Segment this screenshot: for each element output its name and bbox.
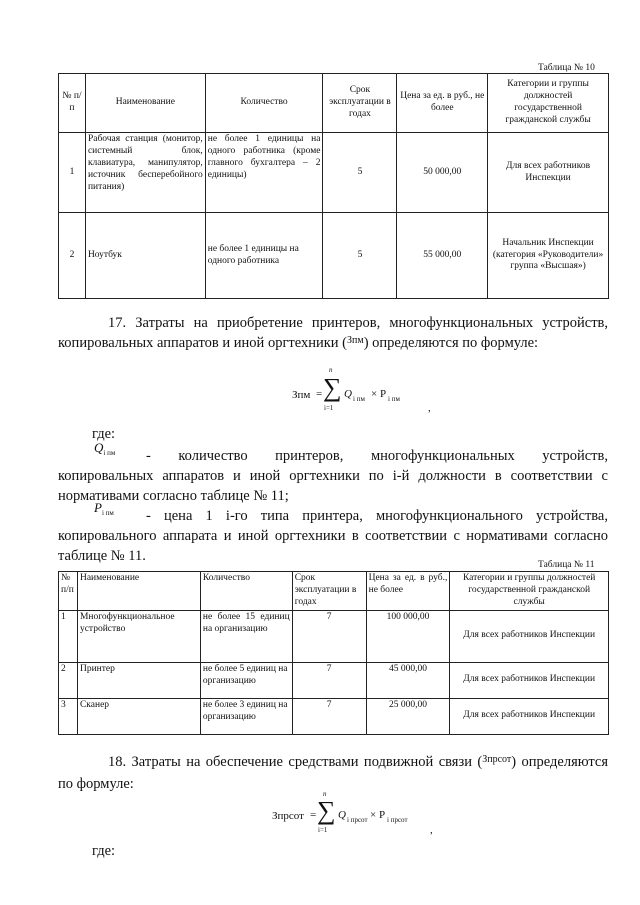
def1-sub: i пм [103,449,116,457]
item-quantity: не более 1 единицы на одного работника (кроме главного бухгалтера – 2 единицы) [205,133,323,213]
formula-eq: = [316,388,323,400]
def2-text: - цена 1 i-го типа принтера, многофункционального устройства, копировального аппарата и иной оргтехники в соответствии с нормативами согласно таблице № 11. [58,508,608,564]
section17-symbol: Зпм [347,335,364,346]
item-category: Для всех работников Инспекции [488,133,609,213]
formula-lower: i=1 [318,826,328,834]
table10 [58,73,609,299]
item-price: 50 000,00 [397,133,488,213]
def2-sub: i пм [101,509,114,517]
formula-times: × [371,388,378,400]
def1-text: - количество принтеров, многофункциональных устройств, копировальных аппаратов и иной оргтехники по i-й должности в соответствии с нормативами согласно таблице № 11; [58,448,608,504]
table10-caption: Таблица № 10 [538,63,595,73]
formula-term2-sub: i прсот [387,816,408,824]
where-label: где: [92,426,116,442]
table11-header-cell: № п/п [59,572,78,611]
item-category: Начальник Инспекции (категория «Руководители» группа «Высшая») [488,213,609,299]
row-number: 1 [59,610,78,662]
item-term: 7 [292,698,366,734]
formula-17 [292,366,472,426]
item-name: Принтер [77,662,200,698]
section17-text-before: 17. Затраты на приобретение принтеров, многофункциональных устройств, копировальных аппаратов и иной оргтехники ( [58,315,608,351]
table-row [59,662,609,698]
item-category: Для всех работников Инспекции [450,662,609,698]
row-number: 2 [59,662,78,698]
formula-eq: = [310,809,317,821]
table11-header-cell: Цена за ед. в руб., не более [366,572,450,611]
formula-term2: P [379,809,386,821]
table-row [59,213,609,299]
formula-times: × [370,809,377,821]
formula-term1: Q [344,388,352,400]
formula-upper: n [329,366,333,374]
formula-term1-sub: i прсот [347,816,368,824]
table10-header-cell: Категории и группы должностей государственной гражданской службы [488,74,609,133]
formula-upper: n [323,790,327,798]
formula-term1: Q [338,809,346,821]
table-row [59,698,609,734]
formula-term2-sub: i пм [388,395,400,403]
section17-intro [58,313,608,355]
formula-lhs: Зпрсот [272,810,304,822]
table11-caption: Таблица № 11 [538,560,595,570]
def2-symbol: P [94,500,102,515]
formula-term2: P [380,388,387,400]
formula-comma: , [430,824,433,836]
where-label-18: где: [92,843,116,859]
row-number: 3 [59,698,78,734]
formula-lower: i=1 [324,404,334,412]
section17-text-after: ) определяются по формуле: [363,335,539,351]
sum-icon: ∑ [317,796,336,825]
table10-header-row [59,74,609,133]
table10-header-cell: Количество [205,74,323,133]
item-name: Сканер [77,698,200,734]
table11-header-cell: Срок эксплуатации в годах [292,572,366,611]
sum-icon: ∑ [323,373,342,402]
item-category: Для всех работников Инспекции [450,698,609,734]
item-term: 7 [292,662,366,698]
section18-text-after: ) определяются по формуле: [58,754,608,792]
table-row [59,133,609,213]
table-row [59,610,609,662]
section18-intro [58,752,608,794]
table11-header-cell: Наименование [77,572,200,611]
item-name: Рабочая станция (монитор, системный блок, клавиатура, манипулятор, источник бесперебойного питания) [85,133,205,213]
item-price: 55 000,00 [397,213,488,299]
table11 [58,571,609,735]
row-number: 2 [59,213,86,299]
formula-comma: , [428,402,431,414]
item-quantity: не более 15 единиц на организацию [200,610,292,662]
section18-text-before: 18. Затраты на обеспечение средствами подвижной связи ( [108,754,483,770]
table11-header-cell: Категории и группы должностей государственной гражданской службы [450,572,609,611]
item-name: Многофункциональное устройство [77,610,200,662]
item-term: 5 [323,213,397,299]
item-quantity: не более 1 единицы на одного работника [205,213,323,299]
table10-header-cell: № п/п [59,74,86,133]
row-number: 1 [59,133,86,213]
table10-header-cell: Цена за ед. в руб., не более [397,74,488,133]
formula-18 [272,790,442,844]
item-term: 5 [323,133,397,213]
item-name: Ноутбук [85,213,205,299]
table11-header-row [59,572,609,611]
table10-header-cell: Наименование [85,74,205,133]
item-category: Для всех работников Инспекции [450,610,609,662]
formula-lhs: Зпм [292,389,311,401]
section18-symbol: Зпрсот [482,754,512,765]
item-price: 45 000,00 [366,662,450,698]
item-price: 100 000,00 [366,610,450,662]
item-term: 7 [292,610,366,662]
item-quantity: не более 5 единиц на организацию [200,662,292,698]
item-price: 25 000,00 [366,698,450,734]
formula-term1-sub: i пм [353,395,365,403]
item-quantity: не более 3 единиц на организацию [200,698,292,734]
table11-header-cell: Количество [200,572,292,611]
def1-symbol: Q [94,440,104,455]
table10-header-cell: Срок эксплуатации в годах [323,74,397,133]
